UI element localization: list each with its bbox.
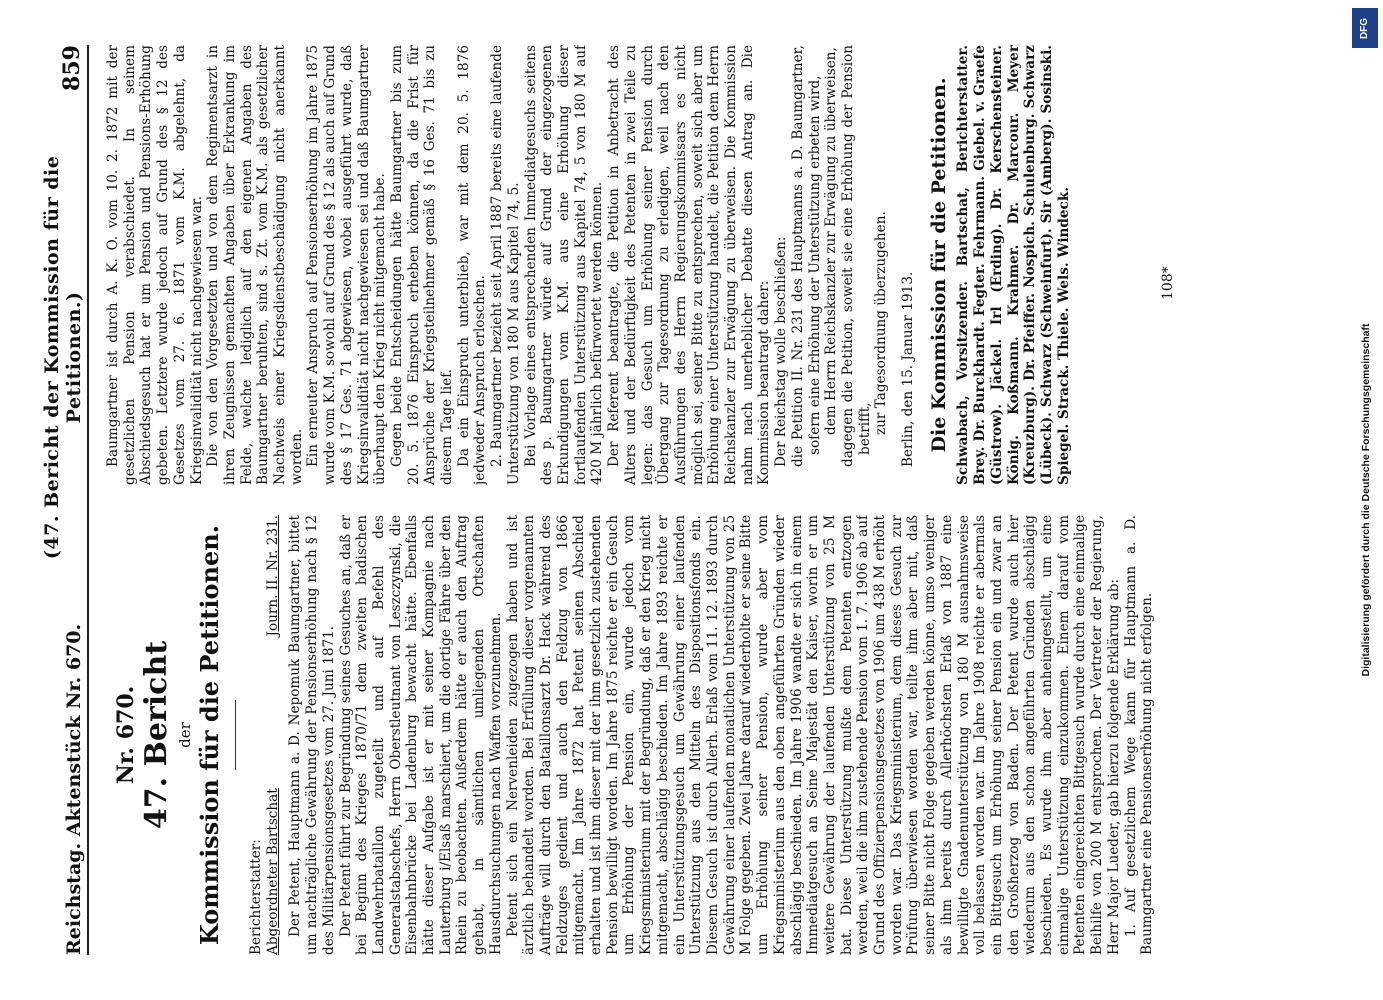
paragraph: Der Referent beantragte, die Petition in Anbetracht des Alters und der Bedürftigkeit des Petenten in zwei Teile zu legen: das Gesuch um Erhöhung seiner Pension durch Übergang zur Tagesordnung zu erledigen, weil nach den Ausführungen des Herrn Regierungskommissars es nicht möglich sei, seiner Bitte zu entsprechen, soweit sich aber um Erhöhung einer Unterstützung handelt, die Petition dem Herrn Reichskanzler zur Erwägung zu überweisen. Die Kommission nahm nach unerheblicher Debatte diesen Antrag an. Die Kommission beantragt daher: <box>606 45 773 485</box>
paragraph: 2. Baumgartner bezieht seit April 1887 bereits eine laufende Unterstützung von 180 M aus Kapitel 74, 5. <box>489 45 522 485</box>
paragraph: Der Petent führt zur Begründung seines Gesuches an, daß er bei Beginn des Krieges 1870/71 dem zweiten badischen Landwehrbataillon zugeteilt und auf Befehl des Generalstabschefs, Herrn Oberstleutnant von Leszczynski, die Eisenbahnbrücke bei Ladenburg bewacht hätte. Ebenfalls hätte dieser Aufgabe ist er mit seiner Kompagnie nach Lauterburg i/Elsaß marschiert, um die dortige Fähre über den Rhein zu beobachten. Außerdem hätte er auch den Auftrag gehabt, in sämtlichen umliegenden Ortschaften Hausdurchsuchungen nach Waffen vorzunehmen. <box>337 515 504 955</box>
resolution-intro: Der Reichstag wolle beschließen: <box>773 236 790 467</box>
paragraph: Bei Vorlage eines entsprechenden Immediatgesuchs seitens des p. Baumgartner würde auf Grund der eingezogenen Erkundigungen vom K.M. aus eine Erhöhung dieser fortlaufenden Unterstützung aus Kapitel 74, 5 von 180 M auf 420 M jährlich befürwortet werden können. <box>522 45 606 485</box>
paragraph: 1. Auf gesetzlichem Wege kann für Hauptmann a. D. Baumgartner eine Pensionserhöhung nicht erfolgen. <box>1122 515 1156 955</box>
left-column <box>105 515 1190 955</box>
digitization-sidebar <box>1350 0 1383 1000</box>
resolution-item-2: dagegen die Petition, soweit sie eine Erhöhung der Pension betrifft, <box>839 45 873 467</box>
divider <box>235 700 236 770</box>
date-line: Berlin, den 15. Januar 1913. <box>900 271 917 467</box>
report-der: der <box>176 722 194 748</box>
resolution-item-2b: zur Tagesordnung überzugehen. <box>873 211 890 435</box>
journal-number: Journ. II. Nr. 231. <box>264 515 281 637</box>
report-title: 47. Bericht <box>139 640 174 830</box>
page-number: 859 <box>59 45 85 91</box>
page-header <box>41 45 89 955</box>
rapporteur-name: Abgeordneter Bartschat <box>264 788 281 955</box>
header-left: Reichstag. Aktenstück Nr. 670. <box>63 623 85 955</box>
committee-title: Die Kommission für die Petitionen. <box>927 77 950 453</box>
rapporteur-label: Berichterstatter: <box>248 839 264 955</box>
digitization-notice: Digitalisierung gefördert durch die Deutsche Forschungsgemeinschaft <box>1360 323 1372 677</box>
dfg-logo-text: DFG <box>1359 17 1371 39</box>
bottom-mark: 108* <box>1160 266 1176 300</box>
report-commission: Kommission für die Petitionen. <box>195 524 224 946</box>
paragraph: Die von den Vorgesetzten und von dem Regimentsarzt in ihren Zeugnissen gemachten Angaben über Erkrankung im Felde, welche lediglich auf den eigenen Angaben des Baumgartner beruhten, sind s. Zt. vom K.M. als gesetzlicher Nachweis einer Kriegsdienstbeschädigung nicht anerkannt worden. <box>205 45 305 485</box>
resolution-item-1b: dem Herrn Reichskanzler zur Erwägung zu überweisen, <box>823 47 840 435</box>
paragraph: Baumgartner ist durch A. K. O. vom 10. 2. 1872 mit der gesetzlichen Pension verabschiedet. In seinem Abschiedsgesuch hat er um Pension und Pensions-Erhöhung gebeten. Letztere wurde jedoch auf Grund des § 12 des Gesetzes vom 27. 6. 1871 vom K.M. abgelehnt, da Kriegsinvalidität nicht nachgewiesen war. <box>105 45 205 485</box>
paragraph: Der Petent, Hauptmann a. D. Nepomuk Baumgartner, bittet um nachträgliche Gewährung der Pensionserhöhung nach § 12 des Militärpensionsgesetzes vom 27. Juni 1871. <box>287 515 337 955</box>
paragraph: Gegen beide Entscheidungen hätte Baumgartner bis zum 20. 5. 1876 Einspruch erheben können, da die Frist für Ansprüche der Kriegsteilnehmer gemäß § 16 Ges. 71 bis zu diesem Tage lief. <box>388 45 456 485</box>
resolution-item-1: die Petition II. Nr. 231 des Hauptmanns a. D. Baumgartner, sofern eine Erhöhung der Unterstützung erbeten wird, <box>789 45 823 467</box>
rapporteur-row <box>265 515 282 955</box>
header-title: (47. Bericht der Kommission für die Petitionen.) <box>41 155 85 560</box>
committee-members: Schwabach, Vorsitzender. Bartschat, Berichterstatter. Brey. Dr. Burckhardt. Fegter. Fehrmann. Giebel. v. Graefe (Güstrow). Jäckel. Irl (Erding). Dr. Kerschensteiner. König. Koßmann. Krahmer. Dr. Marcour. Meyer (Kreuzburg). Dr. Pfeiffer. Nospich. Schulenburg. Schwarz (Lübeck). Schwarz (Schweinfurt). Sir (Amberg). Sosinski. Spiegel. Strack. Thiele. Wels. Windeck. <box>955 45 1072 485</box>
paragraph: Petent sich ein Nervenleiden zugezogen haben und ist ärztlich behandelt worden. Bei Erfüllung dieser vorgenannten Aufträge will durch den Bataillonsarzt Dr. Hack während des Feldzuges gedient und auch den Feldzug von 1866 mitgemacht. Im Jahre 1872 hat Petent seinen Abschied erhalten und ist ihm dieser mit der ihm gesetzlich zustehenden Pension bewilligt worden. Im Jahre 1875 reichte er ein Gesuch um Erhöhung der Pension ein, wurde jedoch vom Kriegsministerium mit der Begründung, daß er den Krieg nicht mitgemacht, abschlägig beschieden. Im Jahre 1893 reichte er ein Unterstützungsgesuch um Gewährung einer laufenden Unterstützung aus den Mitteln des Dispositionsfonds ein. Diesem Gesuch ist durch Allerh. Erlaß vom 11. 12. 1893 durch Gewährung einer laufenden monatlichen Unterstützung von 25 M Folge gegeben. Zwei Jahre darauf wiederholte er seine Bitte um Erhöhung seiner Pension, wurde aber vom Kriegsministerium aus den oben angeführten Gründen wieder abschlägig beschieden. Im Jahre 1906 wandte er sich in einem Immediatgesuch an Seine Majestät den Kaiser, worin er um weitere Gewährung der laufenden Unterstützung von 25 M bat. Diese Unterstützung mußte dem Petenten entzogen werden, weil die ihm zustehende Pension vom 1. 7. 1906 ab auf Grund des Offizierpensionsgesetzes von 1906 um 438 M erhöht worden war. Das Kriegsministerium, dem dieses Gesuch zur Prüfung überwiesen worden war, teilte ihm aber mit, daß seiner Bitte nicht Folge gegeben werden könne, umso weniger als ihm bereits durch Allerhöchsten Erlaß von 1887 eine bewilligte Gnadenunterstützung von 180 M ausnahmsweise voll belassen worden war. Im Jahre 1908 reichte er abermals ein Bittgesuch um Erhöhung seiner Pension ein und zwar an den Großherzog von Baden. Der Petent wurde auch hier wiederum aus den schon angeführten Gründen abschlägig beschieden. Es wurde ihm aber anheimgestellt, um eine einmalige Unterstützung einzukommen. Einem darauf vom Petenten eingereichten Bittgesuch wurde durch eine einmalige Beihilfe von 200 M entsprochen. Der Vertreter der Regierung, Herr Major Lueder, gab hierzu folgende Erklärung ab: <box>504 515 1122 955</box>
paragraph: Da ein Einspruch unterblieb, war mit dem 20. 5. 1876 jedweder Anspruch erloschen. <box>455 45 489 485</box>
right-column <box>105 45 1190 485</box>
document-number: Nr. 670. <box>113 685 139 785</box>
paragraph: Ein erneuter Anspruch auf Pensionserhöhung im Jahre 1875 wurde vom K.M. sowohl auf Grund des § 12 als auch auf Grund des § 17 Ges. 71 abgewiesen, wobei ausgeführt wurde, daß Kriegsinvalidität nicht nachgewiesen sei und daß Baumgartner überhaupt den Krieg nicht mitgemacht habe. <box>305 45 389 485</box>
